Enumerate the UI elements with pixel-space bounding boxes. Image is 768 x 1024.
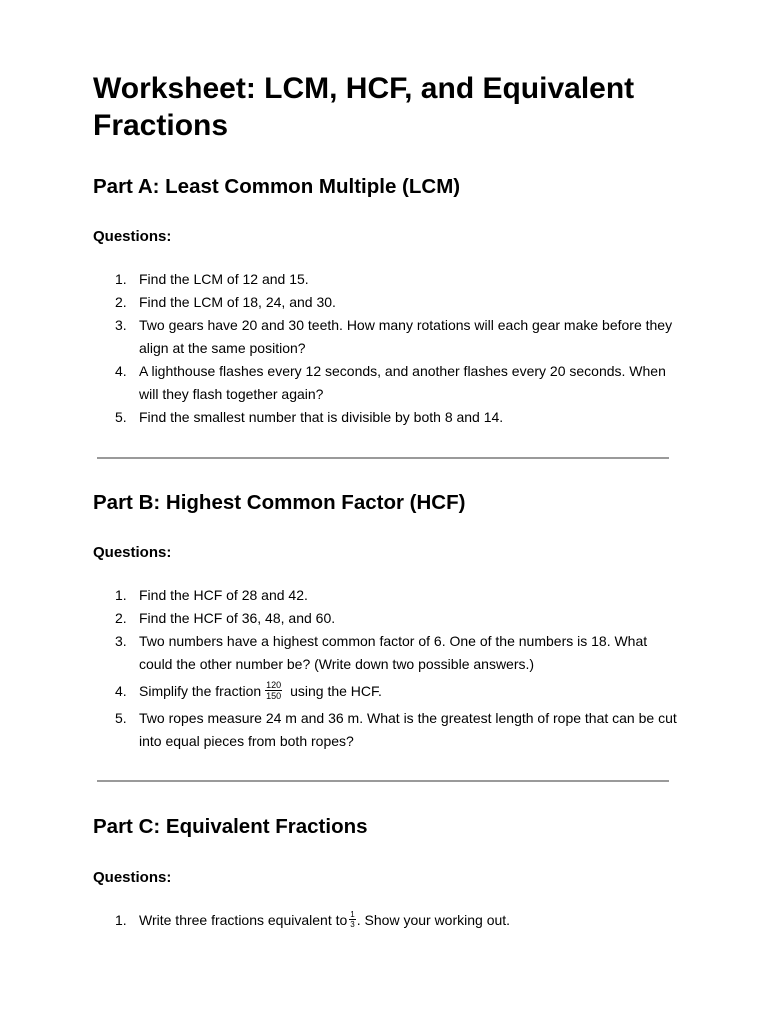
question-number: 4. bbox=[115, 683, 127, 699]
section-heading-part-b: Part B: Highest Common Factor (HCF) bbox=[93, 491, 466, 514]
question-list-part-c bbox=[93, 909, 683, 932]
question-number: 1. bbox=[115, 912, 127, 928]
section-divider bbox=[97, 780, 669, 782]
section-heading-part-a: Part A: Least Common Multiple (LCM) bbox=[93, 175, 461, 198]
question-item bbox=[93, 360, 683, 406]
question-text: Two gears have 20 and 30 teeth. How many rotations will each gear make before they align at the same position? bbox=[139, 317, 673, 356]
question-number: 5. bbox=[115, 409, 127, 425]
section-heading-part-c: Part C: Equivalent Fractions bbox=[93, 815, 368, 838]
fraction bbox=[265, 680, 282, 701]
section-part-c bbox=[93, 814, 683, 932]
question-number: 2. bbox=[115, 610, 127, 626]
question-number: 1. bbox=[115, 587, 127, 603]
question-item bbox=[93, 909, 683, 932]
question-item bbox=[93, 607, 683, 630]
question-number: 2. bbox=[115, 294, 127, 310]
questions-label-part-b: Questions: bbox=[93, 544, 172, 561]
question-item bbox=[93, 676, 683, 707]
question-item bbox=[93, 584, 683, 607]
question-item bbox=[93, 268, 683, 291]
page-title: Worksheet: LCM, HCF, and Equivalent Fractions bbox=[93, 72, 635, 142]
question-text: Find the LCM of 18, 24, and 30. bbox=[139, 294, 336, 310]
question-item bbox=[93, 291, 683, 314]
question-text: Find the LCM of 12 and 15. bbox=[139, 271, 309, 287]
question-text: A lighthouse flashes every 12 seconds, and another flashes every 20 seconds. When will they flash together again? bbox=[139, 363, 666, 402]
question-text: Two numbers have a highest common factor of 6. One of the numbers is 18. What could the other number be? (Write down two possible answers.) bbox=[139, 633, 648, 672]
question-text: Find the HCF of 36, 48, and 60. bbox=[139, 610, 336, 626]
question-number: 5. bbox=[115, 710, 127, 726]
question-list-part-a bbox=[93, 268, 683, 429]
question-text: Find the smallest number that is divisible by both 8 and 14. bbox=[139, 409, 504, 425]
question-number: 1. bbox=[115, 271, 127, 287]
question-text-after: . Show your working out. bbox=[356, 912, 511, 928]
question-text-after: using the HCF. bbox=[290, 683, 382, 699]
fraction bbox=[349, 910, 355, 929]
fraction-numerator: 120 bbox=[266, 679, 282, 690]
question-number: 3. bbox=[115, 633, 127, 649]
question-text: Two ropes measure 24 m and 36 m. What is the greatest length of rope that can be cut into equal pieces from both ropes? bbox=[139, 710, 677, 749]
section-part-b bbox=[93, 490, 683, 753]
question-number: 3. bbox=[115, 317, 127, 333]
question-number: 4. bbox=[115, 363, 127, 379]
fraction-numerator: 1 bbox=[350, 909, 355, 919]
question-text-before: Write three fractions equivalent to bbox=[139, 912, 348, 928]
section-divider bbox=[97, 457, 669, 459]
question-list-part-b bbox=[93, 584, 683, 753]
questions-label-part-c: Questions: bbox=[93, 869, 172, 886]
question-item bbox=[93, 406, 683, 429]
question-item bbox=[93, 707, 683, 753]
question-item bbox=[93, 630, 683, 676]
questions-label-part-a: Questions: bbox=[93, 228, 172, 245]
fraction-denominator: 3 bbox=[350, 919, 355, 929]
fraction-denominator: 150 bbox=[266, 690, 282, 701]
question-text-before: Simplify the fraction bbox=[139, 683, 262, 699]
question-item bbox=[93, 314, 683, 360]
question-text: Find the HCF of 28 and 42. bbox=[139, 587, 308, 603]
section-part-a bbox=[93, 174, 683, 429]
